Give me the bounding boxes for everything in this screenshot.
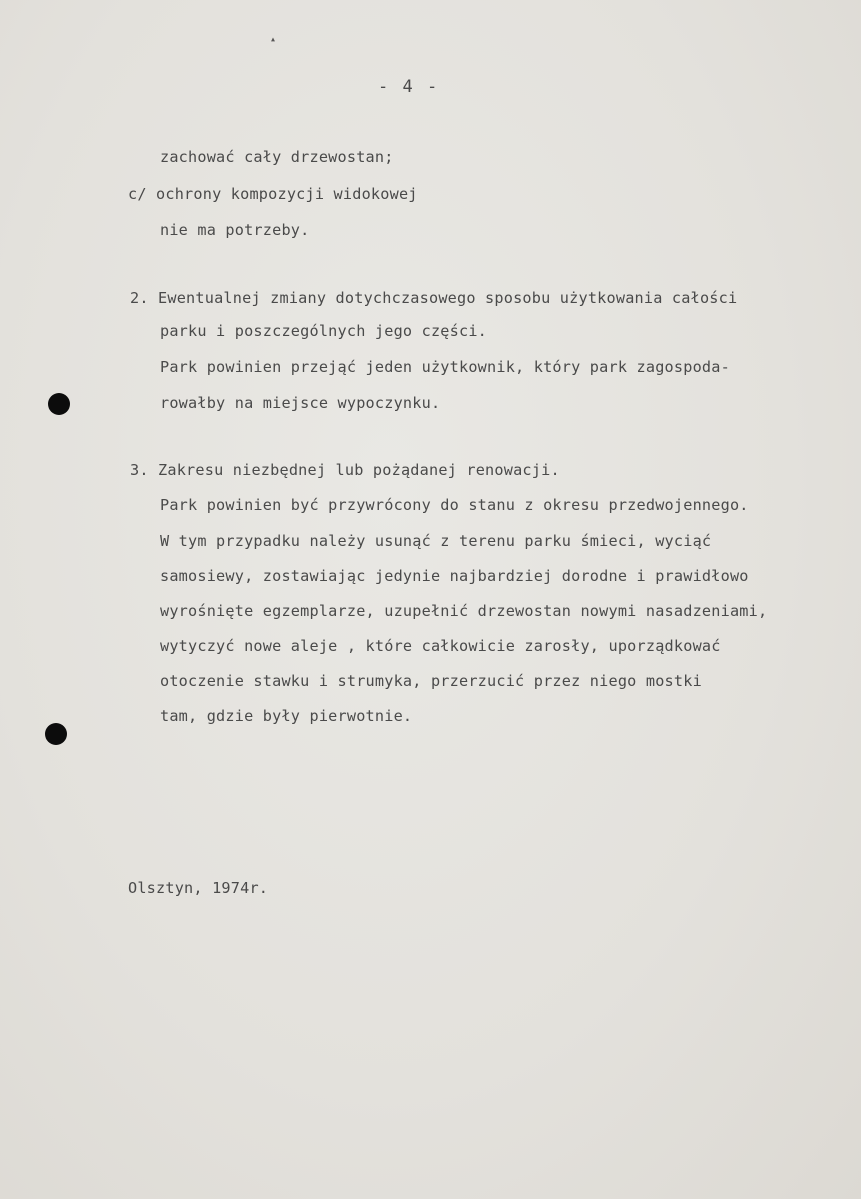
text-line: samosiewy, zostawiając jedynie najbardziej dorodne i prawidłowo xyxy=(160,567,749,585)
text-line: Park powinien przejąć jeden użytkownik, który park zagospoda- xyxy=(160,358,730,376)
text-line: zachować cały drzewostan; xyxy=(160,148,394,166)
text-line: 2. Ewentualnej zmiany dotychczasowego sposobu użytkowania całości xyxy=(130,289,738,307)
text-line: tam, gdzie były pierwotnie. xyxy=(160,707,413,725)
text-line: wytyczyć nowe aleje , które całkowicie zarosły, uporządkować xyxy=(160,637,721,655)
punch-hole xyxy=(45,723,67,745)
place-date: Olsztyn, 1974r. xyxy=(128,879,269,897)
text-line: Park powinien być przywrócony do stanu z okresu przedwojennego. xyxy=(160,496,749,514)
text-line: c/ ochrony kompozycji widokowej xyxy=(128,185,418,203)
punch-hole xyxy=(48,393,70,415)
text-line: otoczenie stawku i strumyka, przerzucić przez niego mostki xyxy=(160,672,702,690)
text-line: rowałby na miejsce wypoczynku. xyxy=(160,394,441,412)
text-line: 3. Zakresu niezbędnej lub pożądanej renowacji. xyxy=(130,461,560,479)
text-line: parku i poszczególnych jego części. xyxy=(160,322,488,340)
page-number: - 4 - xyxy=(378,77,440,97)
text-line: nie ma potrzeby. xyxy=(160,221,310,239)
stray-mark: ▴ xyxy=(270,34,277,45)
text-line: W tym przypadku należy usunąć z terenu parku śmieci, wyciąć xyxy=(160,532,712,550)
text-line: wyrośnięte egzemplarze, uzupełnić drzewostan nowymi nasadzeniami, xyxy=(160,602,768,620)
